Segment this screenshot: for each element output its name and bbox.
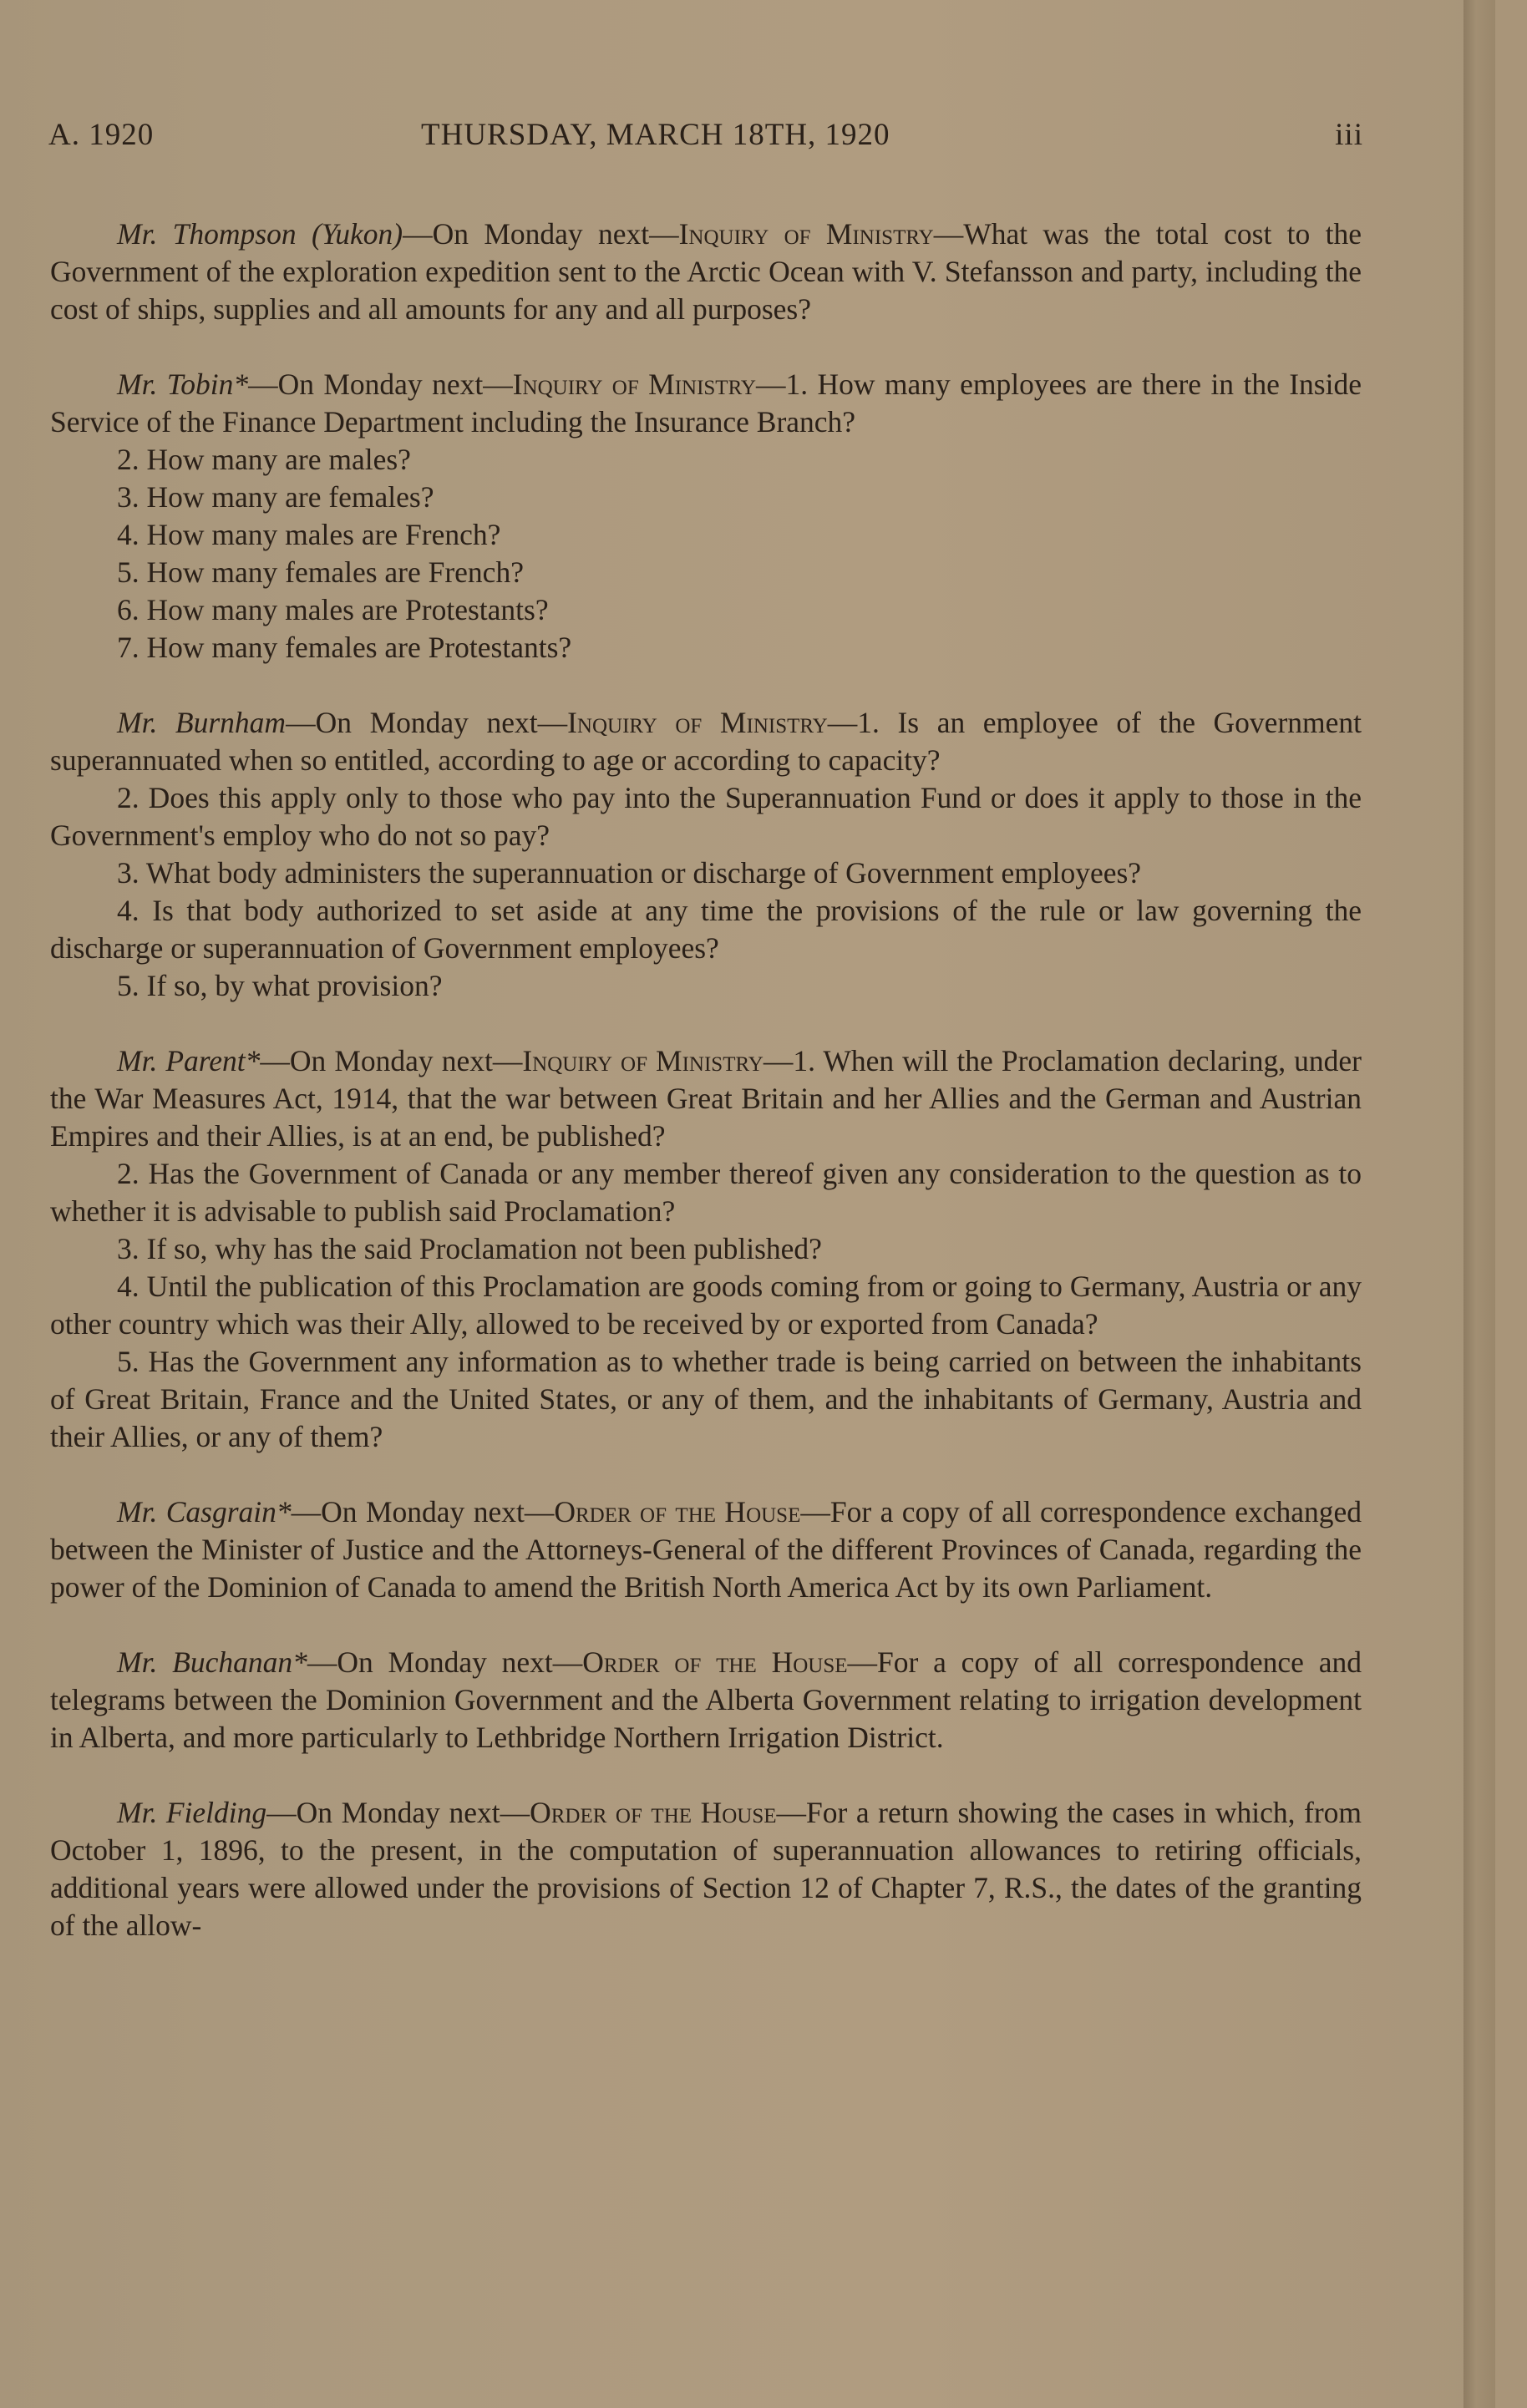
- sub-question: 4. Until the publication of this Proclamation are goods coming from or going to Germany, Austria or any other country which was their Ally, allowed to be received by or exported from Canada?: [50, 1270, 1362, 1341]
- notice-text: For a copy of all correspondence exchanged between the Minister of Justice and the Attorneys-General of the different Provinces of Canada, regarding the power of the Dominion of Canada to amend the British North America Act by its own Parliament.: [50, 1495, 1362, 1604]
- member-name: Mr. Thompson (Yukon): [117, 217, 403, 251]
- notice-entry: Mr. Buchanan*—On Monday next—Order of the House—For a copy of all correspondence and telegrams between the Dominion Government and the Alberta Government relating to irrigation development in Alberta, and more particularly to Lethbridge Northern Irrigation District.: [50, 1645, 1362, 1754]
- sub-question: 2. How many are males?: [117, 443, 411, 476]
- sub-question: 4. Is that body authorized to set aside at any time the provisions of the rule or law governing the discharge or superannuation of Government employees?: [50, 894, 1362, 965]
- notice-entry: Mr. Fielding—On Monday next—Order of the House—For a return showing the cases in which, from October 1, 1896, to the present, in the computation of superannuation allowances to retiring officials, additional years were allowed under the provisions of Section 12 of Chapter 7, R.S., the dates of the granting of the allow-: [50, 1796, 1362, 1942]
- page-edge: [1464, 0, 1495, 2408]
- sub-question: 5. How many females are French?: [117, 555, 524, 589]
- notice-text: For a return showing the cases in which, from October 1, 1896, to the present, in the computation of superannuation allowances to retiring officials, additional years were allowed under the provisions of Section 12 of Chapter 7, R.S., the dates of the granting of the allow-: [50, 1796, 1362, 1942]
- member-name: Mr. Fielding: [117, 1796, 267, 1829]
- notice-text: 1. Is an employee of the Government superannuated when so entitled, according to age or according to capacity?: [50, 706, 1362, 777]
- notice-entry: Mr. Casgrain*—On Monday next—Order of the House—For a copy of all correspondence exchanged between the Minister of Justice and the Attorneys-General of the different Provinces of Canada, regarding the power of the Dominion of Canada to amend the British North America Act by its own Parliament.: [50, 1495, 1362, 1604]
- order-type: Order of the House: [582, 1645, 848, 1679]
- order-type: Order of the House: [530, 1796, 777, 1829]
- sub-question: 3. If so, why has the said Proclamation not been published?: [117, 1232, 822, 1265]
- sub-question: 5. Has the Government any information as to whether trade is being carried on between the inhabitants of Great Britain, France and the United States, or any of them, and the inhabitants of Germany, Austria and their Allies, or any of them?: [50, 1345, 1362, 1453]
- sub-question: 2. Does this apply only to those who pay into the Superannuation Fund or does it apply to those in the Government's employ who do not so pay?: [50, 781, 1362, 852]
- session-label: A. 1920: [48, 118, 155, 152]
- notice-entry: Mr. Thompson (Yukon)—On Monday next—Inquiry of Ministry—What was the total cost to the Government of the exploration expedition sent to the Arctic Ocean with V. Stefansson and party, including the cost of ships, supplies and all amounts for any and all purposes?: [50, 217, 1362, 326]
- sub-question: 5. If so, by what provision?: [117, 969, 443, 1002]
- member-name: Mr. Parent*: [117, 1044, 261, 1077]
- order-type: Order of the House: [554, 1495, 801, 1528]
- notice-entry: Mr. Parent*—On Monday next—Inquiry of Ministry—1. When will the Proclamation declaring, under the War Measures Act, 1914, that the war between Great Britain and her Allies and the German and Austrian Empires and their Allies, is at an end, be published? 2. Has the Government of Canada or any member thereof given any consideration to the question as to whether it is advisable to publish said Proclamation? 3. If so, why has the said Proclamation not been published? 4. Until the publication of this Proclamation are goods coming from or going to Germany, Austria or any other country which was their Ally, allowed to be received by or exported from Canada? 5. Has the Government any information as to whether trade is being carried on between the inhabitants of Great Britain, France and the United States, or any of them, and the inhabitants of Germany, Austria and their Allies, or any of them?: [50, 1042, 1362, 1456]
- page-header: [48, 117, 1363, 167]
- page-body: [50, 215, 1362, 1982]
- sub-question: 3. What body administers the superannuation or discharge of Government employees?: [117, 856, 1142, 890]
- notice-entry: Mr. Burnham—On Monday next—Inquiry of Ministry—1. Is an employee of the Government superannuated when so entitled, according to age or according to capacity? 2. Does this apply only to those who pay into the Superannuation Fund or does it apply to those in the Government's employ who do not so pay? 3. What body administers the superannuation or discharge of Government employees? 4. Is that body authorized to set aside at any time the provisions of the rule or law governing the discharge or superannuation of Government employees? 5. If so, by what provision?: [50, 704, 1362, 1005]
- sub-question: 2. Has the Government of Canada or any member thereof given any consideration to the question as to whether it is advisable to publish said Proclamation?: [50, 1157, 1362, 1228]
- order-type: Inquiry of Ministry: [678, 217, 934, 251]
- order-type: Inquiry of Ministry: [567, 706, 828, 739]
- sub-question: 3. How many are females?: [117, 480, 434, 514]
- sub-question: 7. How many females are Protestants?: [117, 631, 572, 664]
- sub-question: 6. How many males are Protestants?: [117, 593, 549, 626]
- member-name: Mr. Casgrain*: [117, 1495, 292, 1528]
- notice-text: What was the total cost to the Government of the exploration expedition sent to the Arctic Ocean with V. Stefansson and party, including the cost of ships, supplies and all amounts for any and all purposes?: [50, 217, 1362, 326]
- page-number: iii: [1335, 118, 1363, 152]
- member-name: Mr. Tobin*: [117, 368, 249, 401]
- notice-entry: Mr. Tobin*—On Monday next—Inquiry of Ministry—1. How many employees are there in the Inside Service of the Finance Department including the Insurance Branch? 2. How many are males? 3. How many are females? 4. How many males are French? 5. How many females are French? 6. How many males are Protestants? 7. How many females are Protestants?: [50, 366, 1362, 667]
- notice-text: 1. When will the Proclamation declaring, under the War Measures Act, 1914, that the war between Great Britain and her Allies and the German and Austrian Empires and their Allies, is at an end, be published?: [50, 1044, 1362, 1153]
- order-type: Inquiry of Ministry: [522, 1044, 764, 1077]
- notice-text: 1. How many employees are there in the Inside Service of the Finance Department including the Insurance Branch?: [50, 368, 1362, 439]
- page-date-title: THURSDAY, MARCH 18TH, 1920: [421, 118, 890, 152]
- member-name: Mr. Buchanan*: [117, 1645, 307, 1679]
- notice-text: For a copy of all correspondence and telegrams between the Dominion Government and the Alberta Government relating to irrigation development in Alberta, and more particularly to Lethbridge Northern Irrigation District.: [50, 1645, 1362, 1754]
- sub-question: 4. How many males are French?: [117, 518, 501, 551]
- member-name: Mr. Burnham: [117, 706, 287, 739]
- order-type: Inquiry of Ministry: [512, 368, 756, 401]
